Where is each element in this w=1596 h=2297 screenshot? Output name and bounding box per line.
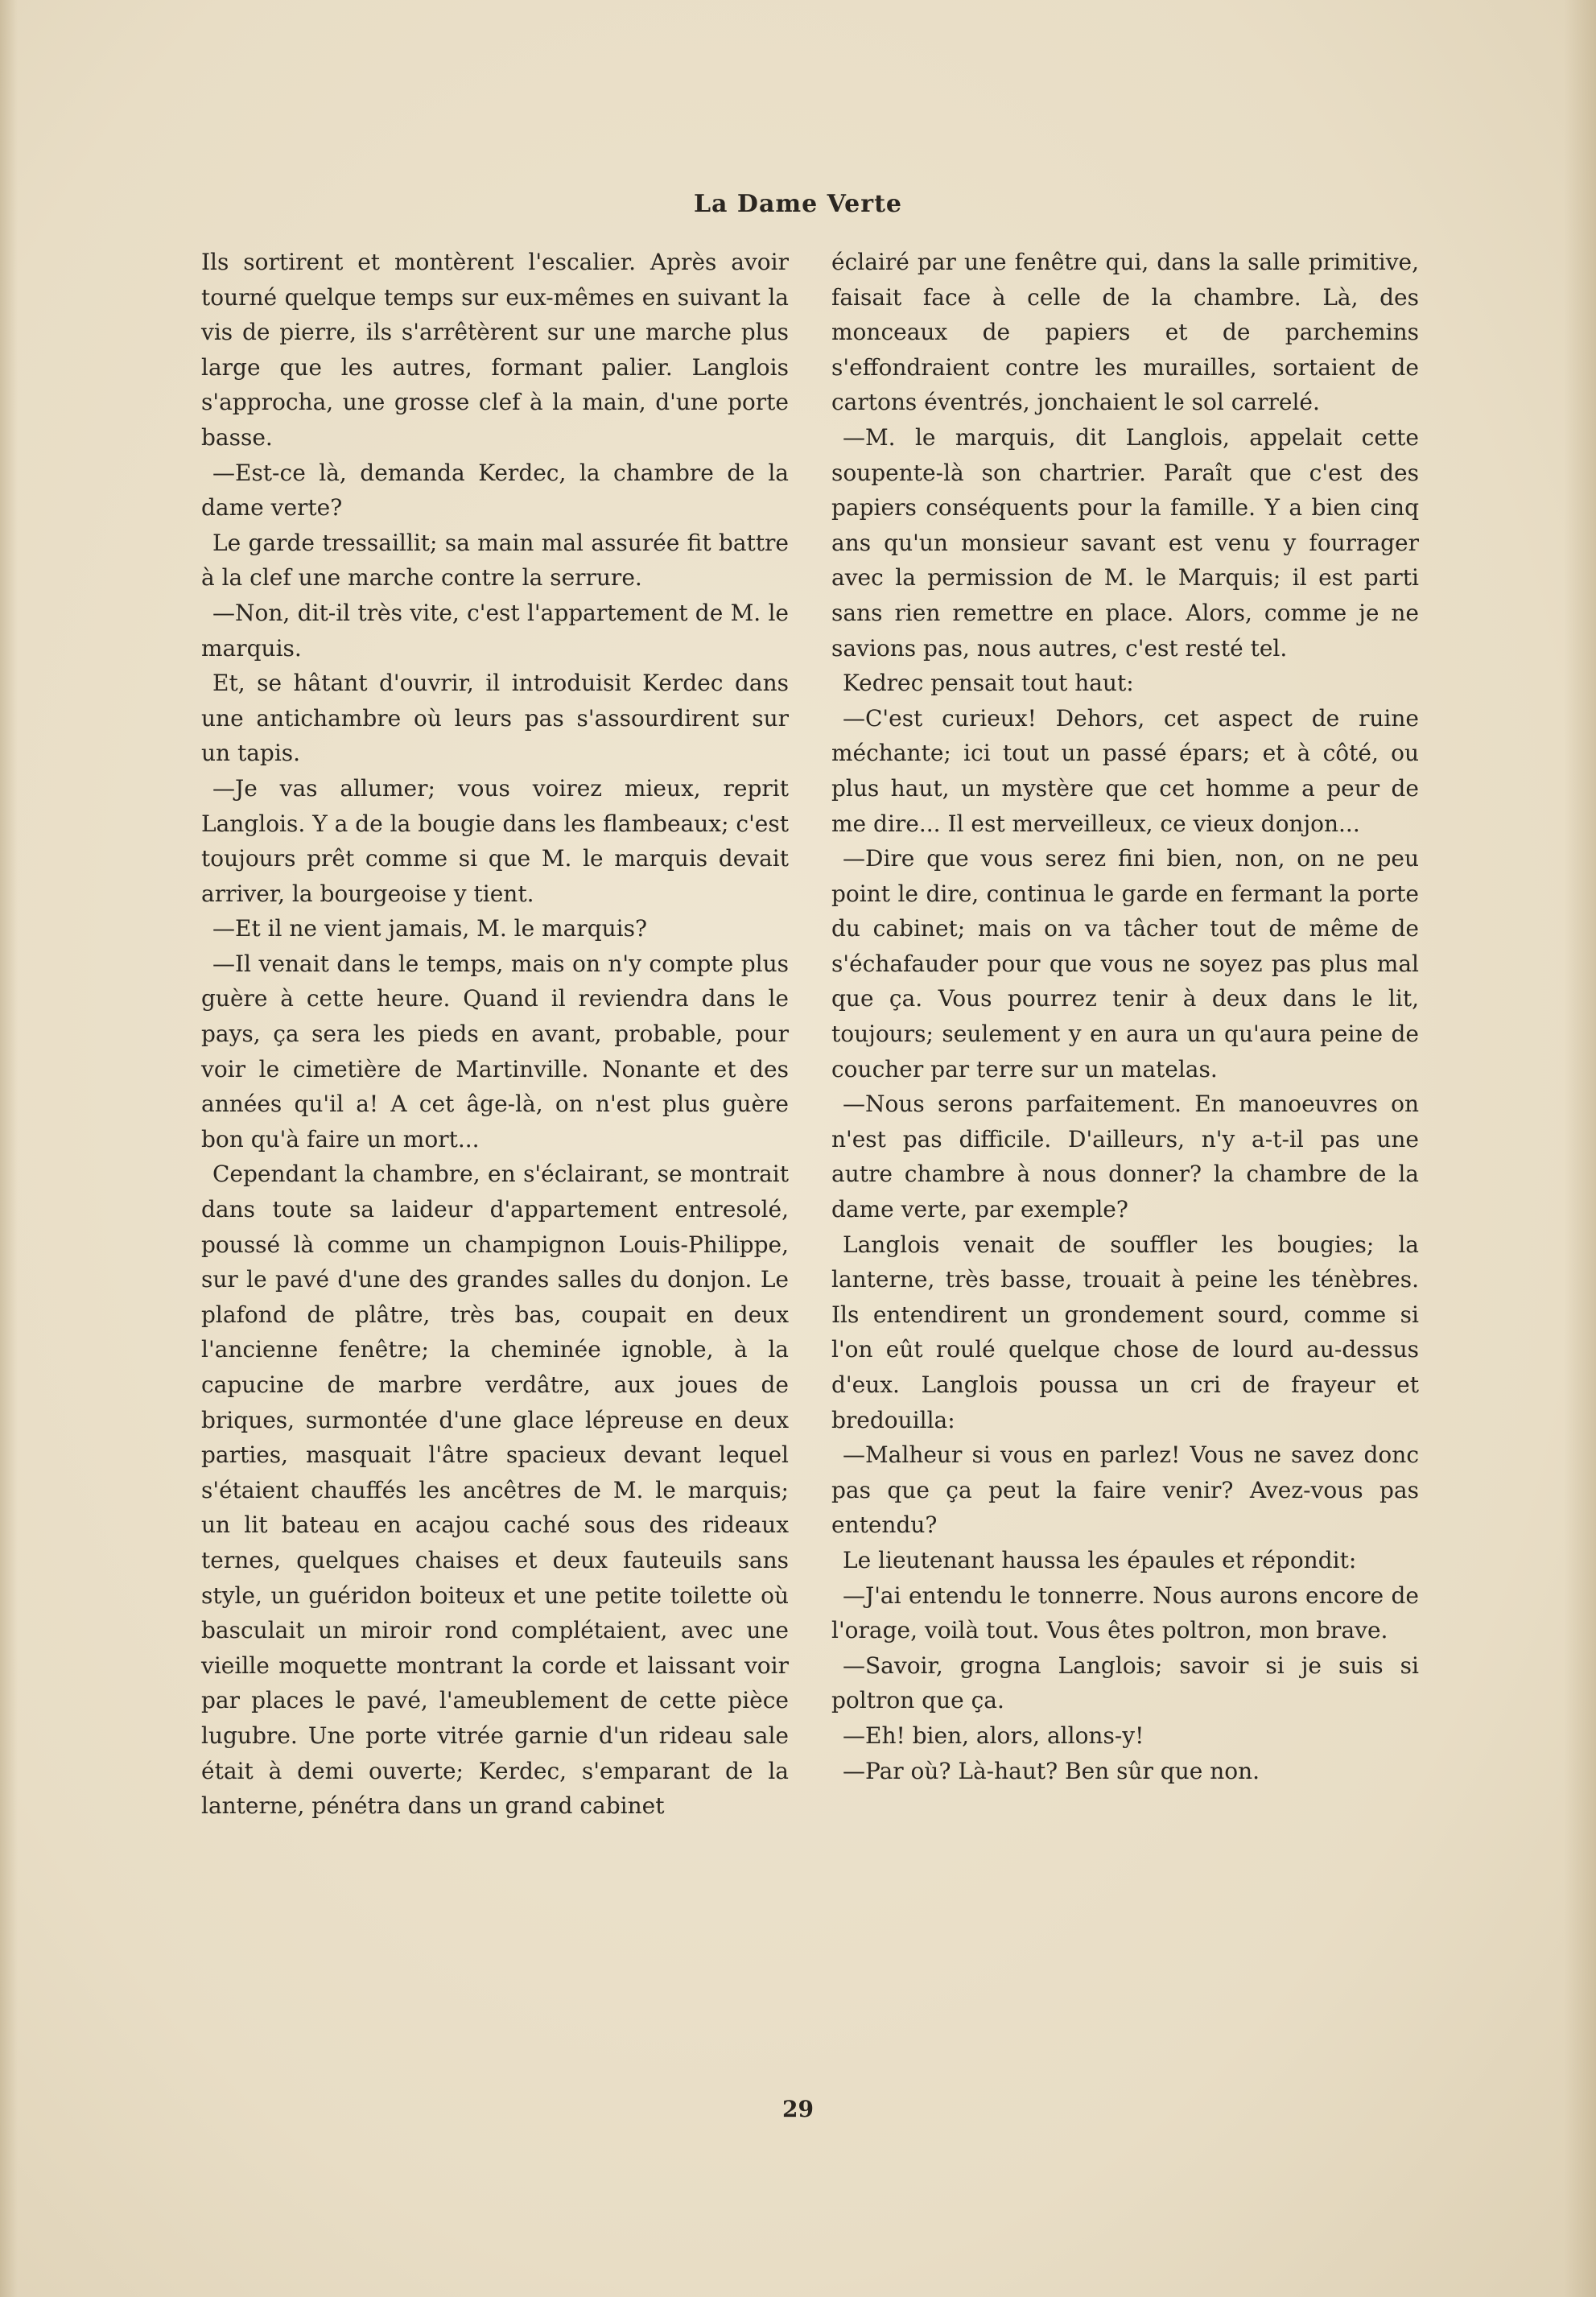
right-column bbox=[831, 245, 1419, 1788]
paragraph: —Par où? Là-haut? Ben sûr que non. bbox=[843, 1757, 1260, 1784]
page-edge-right bbox=[1564, 0, 1596, 2297]
paragraph: Kedrec pensait tout haut: bbox=[843, 670, 1134, 697]
paragraph: —Dire que vous serez fini bien, non, on ne peu point le dire, continua le garde en fermant la porte du cabinet; mais on va tâcher tout de même de s'échafauder pour que vous ne soyez pas plus mal que ça. Vous pourrez tenir à deux dans le lit, toujours; seulement y en aura un qu'aura peine de coucher par terre sur un matelas. bbox=[831, 845, 1419, 1083]
paragraph: —C'est curieux! Dehors, cet aspect de ruine méchante; ici tout un passé épars; et à côté, ou plus haut, un mystère que cet homme a peur de me dire... Il est merveilleux, ce vieux donjon... bbox=[831, 704, 1419, 837]
paragraph: —M. le marquis, dit Langlois, appelait cette soupente-là son chartrier. Paraît que c'est des papiers conséquents pour la famille. Y a bien cinq ans qu'un monsieur savant est venu y fourrager avec la permission de M. le Marquis; il est parti sans rien remettre en place. Alors, comme je ne savions pas, nous autres, c'est resté tel. bbox=[831, 423, 1419, 662]
paragraph: Ils sortirent et montèrent l'escalier. Après avoir tourné quelque temps sur eux-mêmes en suivant la vis de pierre, ils s'arrêtèrent sur une marche plus large que les autres, formant palier. Langlois s'approcha, une grosse clef à la main, d'une porte basse. bbox=[201, 249, 789, 451]
paragraph: —Malheur si vous en parlez! Vous ne savez donc pas que ça peut la faire venir? Avez-vous pas entendu? bbox=[831, 1441, 1419, 1539]
paragraph: Le lieutenant haussa les épaules et répondit: bbox=[843, 1546, 1357, 1573]
page-number: 29 bbox=[782, 2096, 814, 2122]
paragraph: Langlois venait de souffler les bougies; la lanterne, très basse, trouait à peine les ténèbres. Ils entendirent un grondement sourd, comme si l'on eût roulé quelque chose de lourd au-dessus d'eux. Langlois poussa un cri de frayeur et bredouilla: bbox=[831, 1231, 1419, 1433]
paragraph: —Eh! bien, alors, allons-y! bbox=[843, 1722, 1144, 1749]
paragraph: Et, se hâtant d'ouvrir, il introduisit Kerdec dans une antichambre où leurs pas s'assourdirent sur un tapis. bbox=[201, 670, 789, 767]
paragraph: —Est-ce là, demanda Kerdec, la chambre de la dame verte? bbox=[201, 459, 789, 522]
paragraph: —Et il ne vient jamais, M. le marquis? bbox=[212, 915, 647, 942]
page-edge-left bbox=[0, 0, 18, 2297]
paragraph: —J'ai entendu le tonnerre. Nous aurons encore de l'orage, voilà tout. Vous êtes poltron, mon brave. bbox=[831, 1582, 1419, 1644]
paragraph: —Nous serons parfaitement. En manoeuvres on n'est pas difficile. D'ailleurs, n'y a-t-il pas une autre chambre à nous donner? la chambre de la dame verte, par exemple? bbox=[831, 1091, 1419, 1223]
paragraph: —Non, dit-il très vite, c'est l'appartement de M. le marquis. bbox=[201, 599, 789, 662]
running-header: La Dame Verte bbox=[693, 190, 903, 218]
paragraph: —Savoir, grogna Langlois; savoir si je suis si poltron que ça. bbox=[831, 1652, 1419, 1714]
paragraph: —Il venait dans le temps, mais on n'y compte plus guère à cette heure. Quand il reviendra dans le pays, ça sera les pieds en avant, probable, pour voir le cimetière de Martinville. Nonante et des années qu'il a! A cet âge-là, on n'est plus guère bon qu'à faire un mort... bbox=[201, 950, 789, 1153]
paragraph: éclairé par une fenêtre qui, dans la salle primitive, faisait face à celle de la chambre. Là, des monceaux de papiers et de parchemins s'effondraient contre les murailles, sortaient de cartons éventrés, jonchaient le sol carrelé. bbox=[831, 249, 1419, 416]
paragraph: Cependant la chambre, en s'éclairant, se montrait dans toute sa laideur d'appartement entresolé, poussé là comme un champignon Louis-Philippe, sur le pavé d'une des grandes salles du donjon. Le plafond de plâtre, très bas, coupait en deux l'ancienne fenêtre; la cheminée ignoble, à la capucine de marbre verdâtre, aux joues de briques, surmontée d'une glace lépreuse en deux parties, masquait l'âtre spacieux devant lequel s'étaient chauffés les ancêtres de M. le marquis; un lit bateau en acajou caché sous des rideaux ternes, quelques chaises et deux fauteuils sans style, un guéridon boiteux et une petite toilette où basculait un miroir rond complétaient, avec une vieille moquette montrant la corde et laissant voir par places le pavé, l'ameublement de cette pièce lugubre. Une porte vitrée garnie d'un rideau sale était à demi ouverte; Kerdec, s'emparant de la lanterne, pénétra dans un grand cabinet bbox=[201, 1161, 789, 1820]
paragraph: —Je vas allumer; vous voirez mieux, reprit Langlois. Y a de la bougie dans les flambeaux; c'est toujours prêt comme si que M. le marquis devait arriver, la bourgeoise y tient. bbox=[201, 774, 789, 907]
paragraph: Le garde tressaillit; sa main mal assurée fit battre à la clef une marche contre la serrure. bbox=[201, 529, 789, 592]
left-column bbox=[201, 245, 789, 1824]
